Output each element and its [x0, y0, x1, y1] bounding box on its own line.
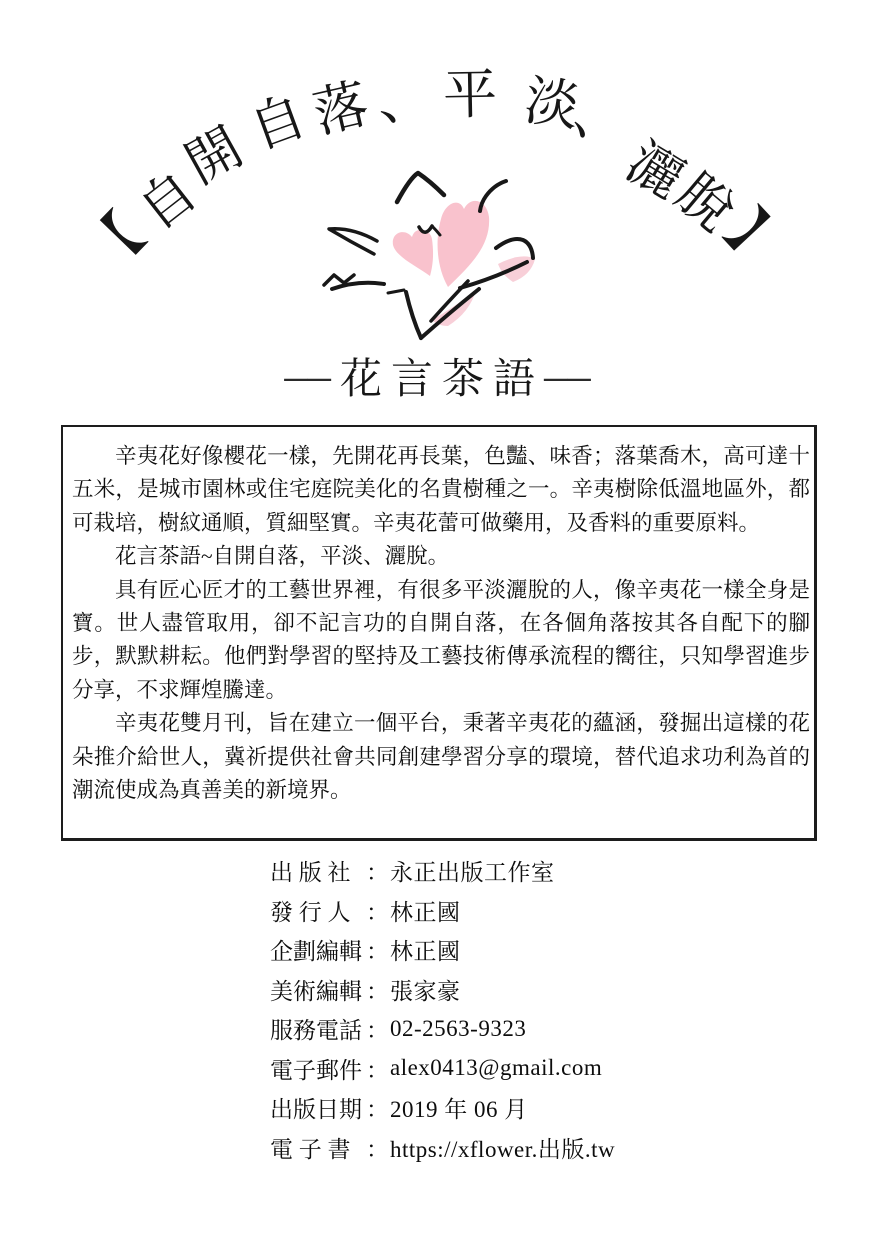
- colophon-value: 林正國: [390, 939, 461, 965]
- colophon-value: 永正出版工作室: [390, 860, 555, 886]
- arc-title-glyph: 灑: [616, 131, 694, 211]
- arc-title-glyph-open-bracket: 【: [74, 203, 156, 285]
- arc-title-glyph-close-bracket: 】: [714, 199, 796, 281]
- colophon-label: 電 子 書: [270, 1136, 351, 1162]
- petal-cleft-stroke: [419, 226, 432, 232]
- left-leaf-stroke: [329, 229, 377, 254]
- colophon-colon: ：: [366, 1057, 389, 1083]
- colophon-colon: ：: [366, 1097, 389, 1123]
- colophon-label: 服務電話: [270, 1018, 362, 1044]
- arc-title-glyph: 自: [128, 160, 208, 242]
- colophon-row-email: [270, 1049, 615, 1089]
- colophon-colon: ：: [366, 978, 389, 1004]
- colophon-value: https://xflower.出版.tw: [390, 1136, 616, 1162]
- colophon-row-issuer: [270, 891, 615, 931]
- colophon-label: 出版日期: [270, 1097, 362, 1123]
- arc-title-glyph: 平: [442, 64, 498, 126]
- colophon-row-art-editor: [270, 970, 615, 1010]
- colophon-colon: ：: [366, 899, 389, 925]
- intro-box: [61, 425, 817, 841]
- colophon-value: 02-2563-9323: [390, 1015, 527, 1041]
- arc-title-glyph: 落: [307, 73, 375, 145]
- colophon: [270, 851, 615, 1167]
- branch-stroke: [332, 283, 384, 289]
- colophon-row-service-phone: [270, 1009, 615, 1049]
- colophon-colon: ：: [366, 1018, 389, 1044]
- colophon-row-publish-date: [270, 1088, 615, 1128]
- colophon-label: 電子郵件: [270, 1057, 362, 1083]
- calyx-right-stroke: [421, 289, 479, 338]
- colophon-value: 林正國: [390, 899, 461, 925]
- colophon-label: 發 行 人: [270, 899, 351, 925]
- colophon-colon: ：: [366, 860, 389, 886]
- colophon-label: 出 版 社: [270, 860, 351, 886]
- branch-dash-stroke: [388, 290, 404, 293]
- arc-title-glyph: 自: [242, 85, 314, 161]
- intro-paragraph: 辛夷花雙月刊，旨在建立一個平台，秉著辛夷花的蘊涵，發掘出這樣的花朵推介給世人，冀祈提供社會共同創建學習分享的環境，替代追求功利為首的潮流使成為真善美的新境界。: [72, 711, 810, 803]
- subtitle: [0, 352, 875, 408]
- right-petal-top-stroke: [496, 239, 533, 258]
- colophon-value: 2019 年 06 月: [390, 1097, 528, 1123]
- colophon-row-planning-editor: [270, 930, 615, 970]
- intro-paragraph: 具有匠心匠才的工藝世界裡，有很多平淡灑脫的人，像辛夷花一樣全身是寶。世人盡管取用，卻不記言功的自開自落，在各個角落按其各自配下的腳步，默默耕耘。他們對學習的堅持及工藝技術傳承流程的嚮往，只知學習進步分享，不求輝煌騰達。: [72, 577, 810, 702]
- arc-title-glyph: 開: [175, 116, 253, 196]
- magnolia-flower-illustration: [320, 168, 570, 368]
- subtitle-dash-left: ──: [284, 362, 331, 398]
- top-petal-stroke: [397, 173, 444, 202]
- colophon-colon: ：: [366, 1136, 389, 1162]
- arc-title-glyph: 、: [373, 65, 435, 133]
- subtitle-dash-right: ──: [544, 362, 591, 398]
- right-heart-petal: [438, 201, 490, 287]
- subtitle-text: 花言茶語: [339, 357, 544, 403]
- colophon-row-ebook-url: [270, 1128, 615, 1168]
- left-heart-petal: [393, 230, 433, 276]
- colophon-value: alex0413@gmail.com: [390, 1055, 603, 1081]
- colophon-label: 美術編輯: [270, 978, 362, 1004]
- magnolia-flower-svg: [320, 168, 570, 368]
- colophon-colon: ：: [366, 939, 389, 965]
- calyx-left-stroke: [406, 292, 421, 338]
- colophon-label: 企劃編輯: [270, 939, 362, 965]
- arc-title-glyph: 、: [566, 83, 636, 157]
- colophon-value: 張家豪: [390, 978, 461, 1004]
- colophon-row-publisher: [270, 851, 615, 891]
- intro-paragraph: 辛夷花好像櫻花一樣，先開花再長葉，色豔、味香；落葉喬木，高可達十五米，是城市園林或住宅庭院美化的名貴樹種之一。辛夷樹除低溫地區外，都可栽培，樹紋通順，質細堅實。辛夷花蕾可做藥用，及香料的重要原料。: [72, 444, 810, 535]
- arc-title-glyph: 淡: [521, 70, 583, 138]
- arc-title-glyph: 脫: [665, 162, 745, 244]
- intro-paragraph: 花言茶語~自開自落，平淡、灑脫。: [115, 544, 450, 569]
